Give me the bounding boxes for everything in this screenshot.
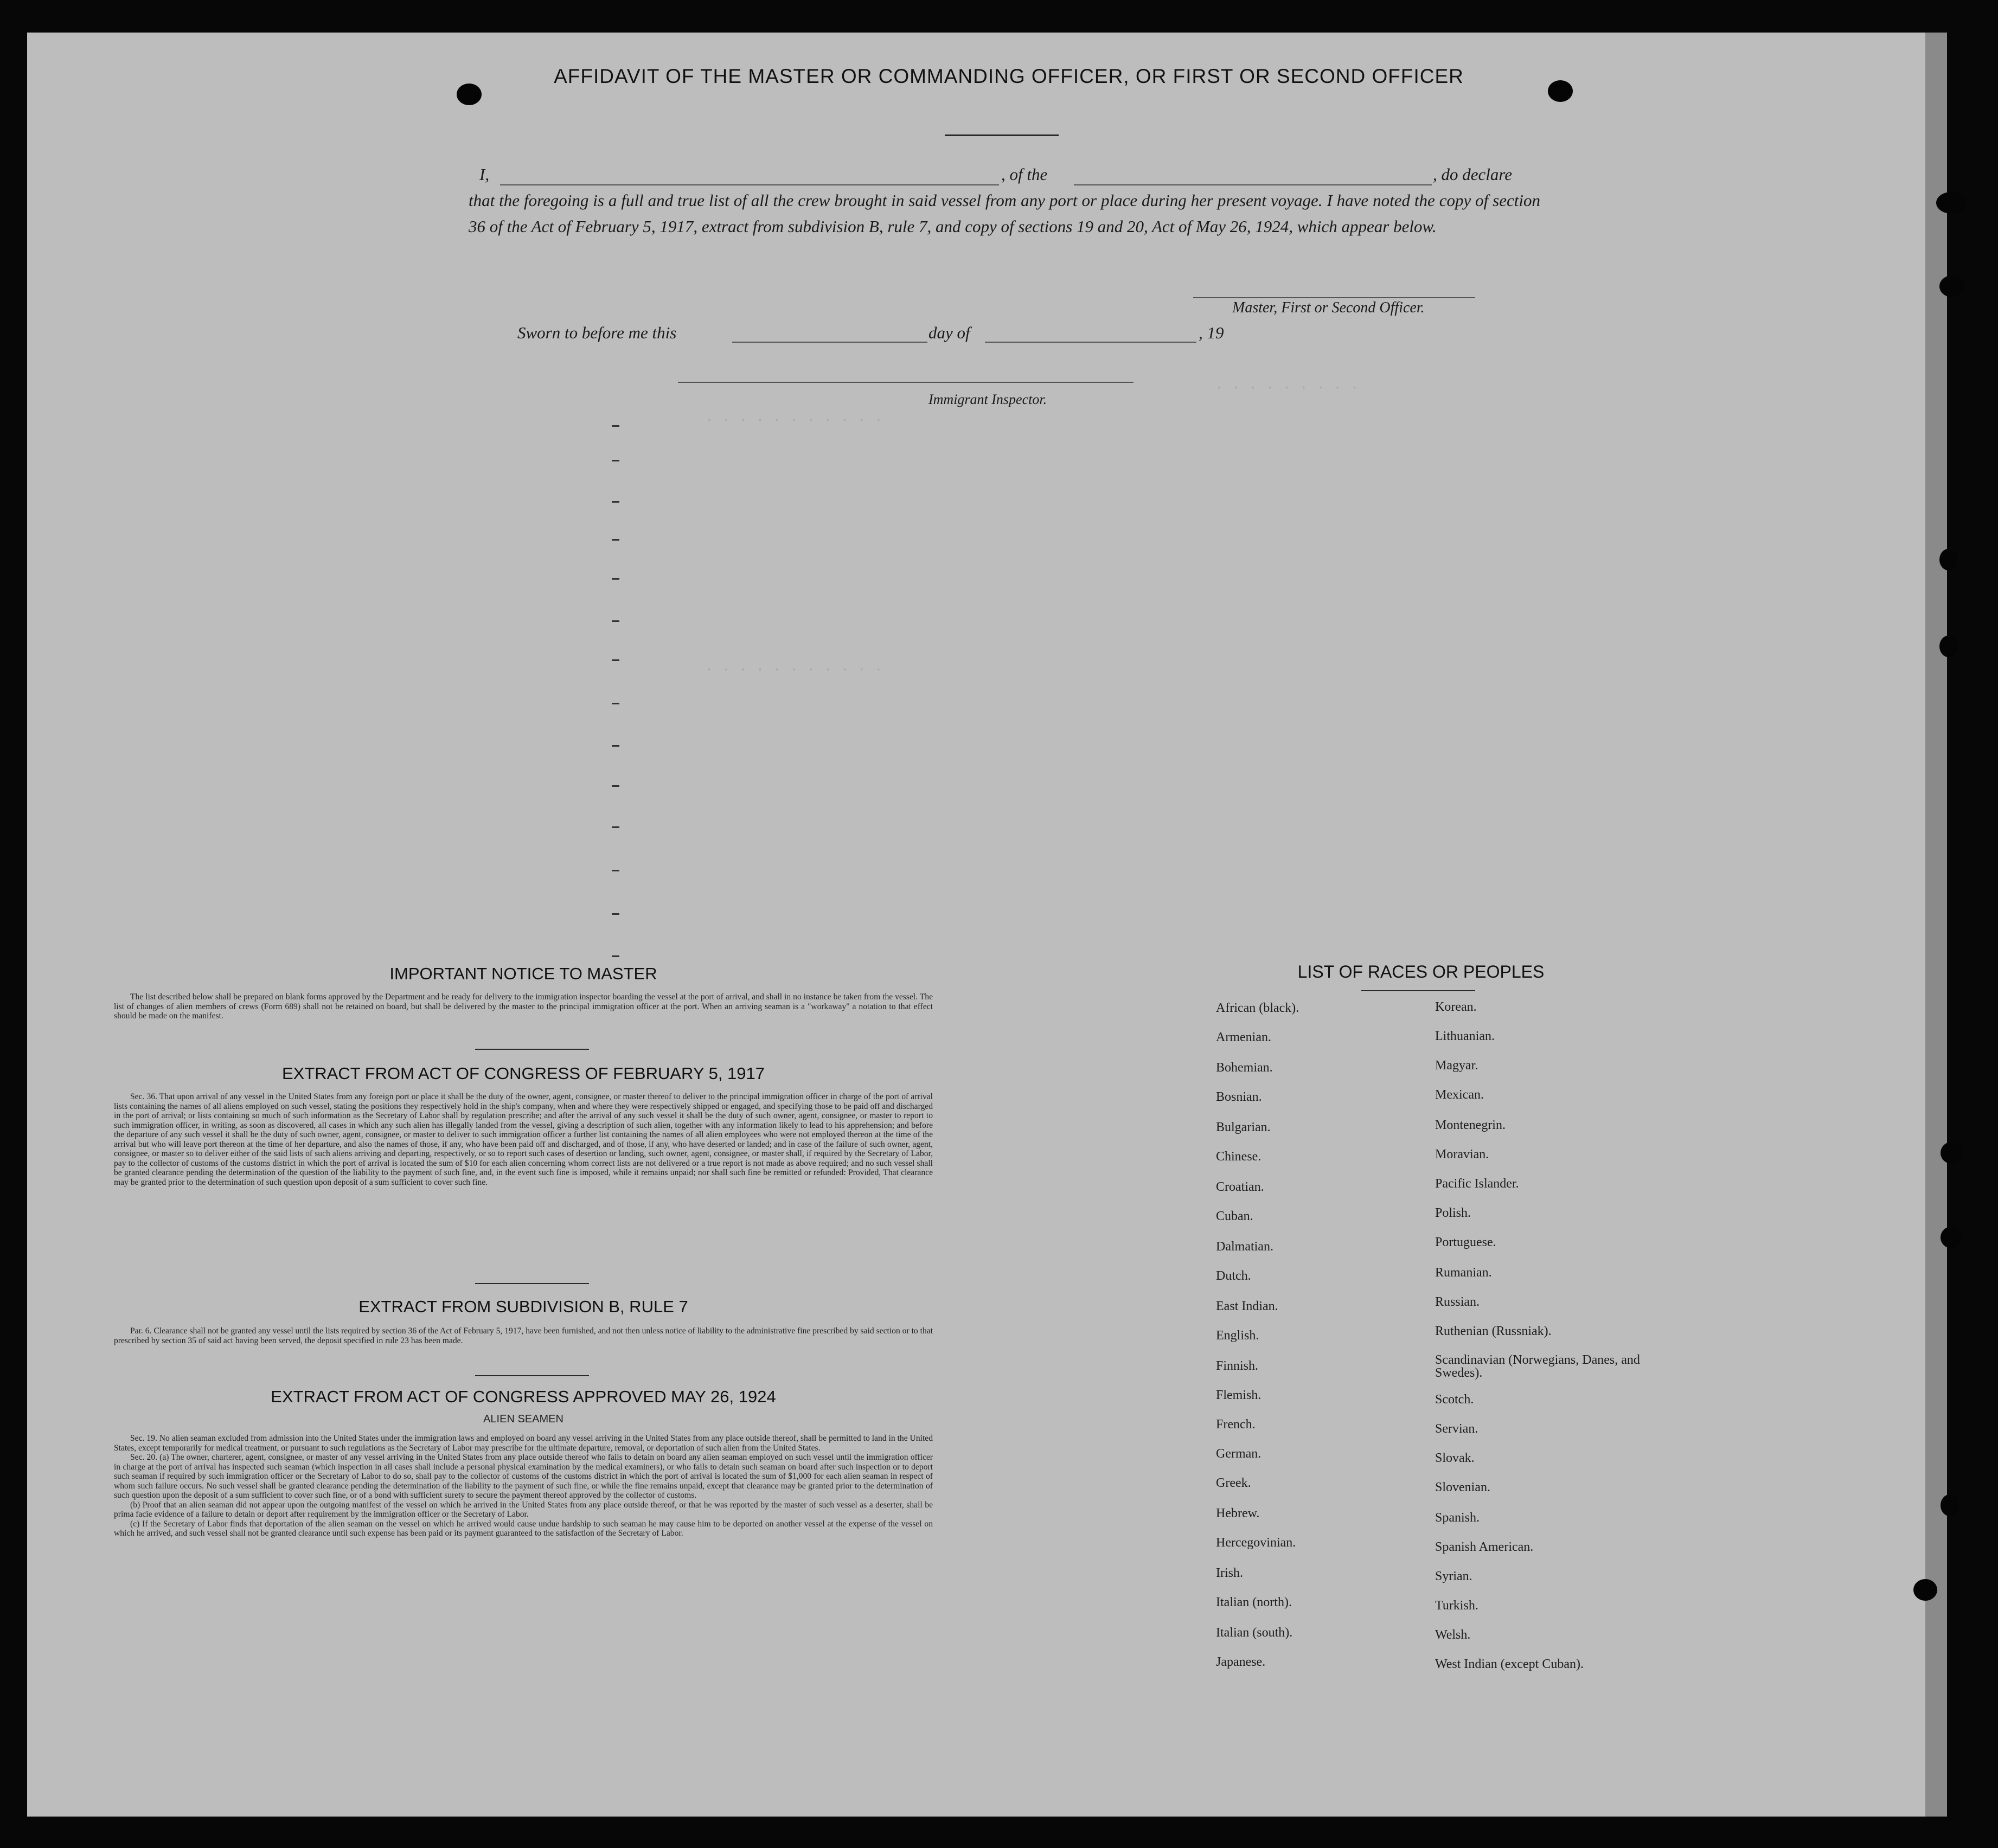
- race-item: Chinese.: [1216, 1150, 1261, 1164]
- extract-rule7-title: EXTRACT FROM SUBDIVISION B, RULE 7: [358, 1297, 688, 1316]
- punch-hole: [1548, 80, 1573, 102]
- race-item: Korean.: [1435, 1000, 1477, 1014]
- race-item: Finnish.: [1216, 1359, 1259, 1373]
- race-item: Slovenian.: [1435, 1480, 1490, 1494]
- race-item: Turkish.: [1435, 1599, 1478, 1613]
- race-item: Japanese.: [1216, 1655, 1266, 1669]
- race-item: Ruthenian (Russniak).: [1435, 1324, 1552, 1338]
- name-line: [500, 184, 999, 185]
- section-divider: [475, 1375, 589, 1376]
- race-item: Bosnian.: [1216, 1090, 1262, 1104]
- affidavit-declare: , do declare: [1433, 165, 1513, 184]
- blank-row-dash: [612, 460, 619, 461]
- inspector-label: Immigrant Inspector.: [928, 392, 1047, 407]
- race-item: Welsh.: [1435, 1628, 1471, 1642]
- race-item: Portuguese.: [1435, 1235, 1496, 1249]
- race-item: African (black).: [1216, 1001, 1299, 1015]
- race-item: Scotch.: [1435, 1393, 1474, 1407]
- blank-row-dash: [612, 913, 619, 915]
- master-signature-line: [1193, 297, 1475, 298]
- punch-hole: [1939, 636, 1958, 657]
- race-item: English.: [1216, 1329, 1259, 1343]
- race-item: Bulgarian.: [1216, 1120, 1271, 1134]
- sec20b-paragraph: (b) Proof that an alien seaman did not appear upon the outgoing manifest of the vessel on which he arrived in the United States from any place outside thereof, or that he was reported by the master of such vessel as a deserter, shall be prima facie evidence of a failure to detain or deport after requirement by the immigration officer or the Secretary of Labor.: [114, 1500, 933, 1519]
- race-item: Cuban.: [1216, 1209, 1253, 1223]
- race-item: Magyar.: [1435, 1058, 1478, 1073]
- blank-row-dash: [612, 703, 619, 704]
- blank-row-dash: [612, 745, 619, 747]
- race-item: Croatian.: [1216, 1180, 1264, 1194]
- blank-row-dash: [612, 425, 619, 427]
- race-item: Montenegrin.: [1435, 1118, 1506, 1132]
- section-divider: [475, 1283, 589, 1284]
- punch-hole: [1941, 1142, 1962, 1164]
- blank-row-dash: [612, 659, 619, 661]
- race-item: German.: [1216, 1447, 1261, 1461]
- race-item: Spanish.: [1435, 1511, 1480, 1525]
- blank-row-dash: [612, 785, 619, 787]
- race-item: Irish.: [1216, 1566, 1243, 1580]
- race-item: Lithuanian.: [1435, 1029, 1495, 1043]
- sec20c-paragraph: (c) If the Secretary of Labor finds that deportation of the alien seaman on the vessel on which he arrived would cause undue hardship to such seaman he may cause him to be deported on another vessel at the expense of the vessel on which he arrived, and such vessel shall not be granted clearance until such expense has been paid or its payment guaranteed to the satisfaction of the Secretary of Labor.: [114, 1519, 933, 1538]
- alien-seamen-heading: ALIEN SEAMEN: [483, 1413, 563, 1425]
- title-underline: [945, 134, 1059, 136]
- race-item: Flemish.: [1216, 1388, 1261, 1402]
- punch-hole: [1941, 1494, 1959, 1516]
- notice-title: IMPORTANT NOTICE TO MASTER: [389, 964, 657, 983]
- race-item: Rumanian.: [1435, 1266, 1492, 1280]
- punch-hole: [1939, 275, 1964, 297]
- race-item: Syrian.: [1435, 1569, 1472, 1583]
- race-item: Dutch.: [1216, 1269, 1251, 1283]
- blank-row-dash: [612, 870, 619, 871]
- section-divider: [475, 1049, 589, 1050]
- race-item: Hercegovinian.: [1216, 1536, 1296, 1550]
- year-label: , 19: [1199, 323, 1224, 342]
- race-item: Mexican.: [1435, 1088, 1484, 1102]
- race-item: Slovak.: [1435, 1451, 1475, 1465]
- punch-hole: [1913, 1579, 1937, 1601]
- race-item: Scandinavian (Norwegians, Danes, and Swedes).: [1435, 1353, 1640, 1380]
- blank-row-dash: [612, 620, 619, 622]
- race-item: East Indian.: [1216, 1299, 1278, 1313]
- races-title-underline: [1361, 990, 1475, 991]
- sworn-day-line: [732, 342, 927, 343]
- sec19-paragraph: Sec. 19. No alien seaman excluded from admission into the United States under the immigration laws and employed on board any vessel arriving in the United States from any place outside thereof, shall be permitted to land in the United States, except temporarily for medical treatment, or pursuant to such regulations as the Secretary of Labor may prescribe for the ultimate departure, removal, or deportation of such alien from the United States.: [114, 1434, 933, 1453]
- punch-hole: [1936, 192, 1967, 214]
- race-item: Pacific Islander.: [1435, 1177, 1519, 1191]
- notice-text: [114, 992, 933, 1021]
- race-item: Greek.: [1216, 1476, 1251, 1490]
- race-item: Italian (south).: [1216, 1626, 1293, 1640]
- document-page: [27, 33, 1943, 1817]
- blank-row-dash: [612, 539, 619, 541]
- extract-rule7-paragraph: Par. 6. Clearance shall not be granted any vessel until the lists required by section 36 of the Act of February 5, 1917, have been furnished, and not then unless notice of liability to the administrative fine prescribed by said section or to that prescribed by section 35 of said act having been served, the deposit specified in rule 23 has been made.: [114, 1326, 933, 1345]
- race-item: Russian.: [1435, 1295, 1480, 1309]
- affidavit-body: that the foregoing is a full and true list of all the crew brought in said vessel from any port or place during her present voyage. I have noted the copy of section 36 of the Act of February 5, 1917, extract from subdivision B, rule 7, and copy of sections 19 and 20, Act of May 26, 1924, which appear below.: [469, 191, 1540, 236]
- extract-1917-title: EXTRACT FROM ACT OF CONGRESS OF FEBRUARY 5, 1917: [281, 1064, 765, 1083]
- affidavit-of-the: , of the: [1001, 165, 1048, 184]
- notice-paragraph: The list described below shall be prepared on blank forms approved by the Department and be ready for delivery to the immigration inspector boarding the vessel at the port of arrival, and shall in no instance be taken from the vessel. The list of changes of alien members of crews (Form 689) shall not be retained on board, but shall be delivered by the master to the principal immigration officer at the port. When an arriving seaman is a "workaway" a notation to that effect should be made on the manifest.: [114, 992, 933, 1021]
- race-item: French.: [1216, 1417, 1256, 1432]
- vessel-line: [1074, 184, 1432, 185]
- affidavit-title: AFFIDAVIT OF THE MASTER OR COMMANDING OFFICER, OR FIRST OR SECOND OFFICER: [554, 65, 1464, 87]
- extract-1924-title: EXTRACT FROM ACT OF CONGRESS APPROVED MAY 26, 1924: [271, 1387, 776, 1406]
- month-line: [985, 342, 1196, 343]
- sec20a-paragraph: Sec. 20. (a) The owner, charterer, agent, consignee, or master of any vessel arriving in the United States from any place outside thereof who fails to detain on board any alien seaman employed on such vessel until the immigration officer in charge at the port of arrival has inspected such seaman (which inspection in all cases shall include a personal physical examination by the medical examiners), or who fails to detain such seaman on board after such inspection or to deport such seaman if required by such immigration officer or the Secretary of Labor to do so, shall pay to the collector of customs of the customs district in which the port of arrival is located the sum of $1,000 for each alien seaman in respect of whom such failure occurs. No such vessel shall be granted clearance pending the determination of the liability to the payment of such fine, or while the fine remains unpaid, except that clearance may be granted prior to the determination of such question upon the deposit of a sum sufficient to cover such fine, or of a bond with sufficient surety to secure the payment thereof approved by the collector of customs.: [114, 1453, 933, 1500]
- race-item: Moravian.: [1435, 1147, 1489, 1162]
- race-item: Italian (north).: [1216, 1595, 1292, 1609]
- affidavit-i: I,: [479, 165, 490, 184]
- blank-row-dash: [612, 955, 619, 957]
- race-item: Bohemian.: [1216, 1061, 1273, 1075]
- race-item: Hebrew.: [1216, 1506, 1260, 1520]
- page-edge-shadow: [1925, 33, 1947, 1817]
- inspector-signature-line: [678, 382, 1134, 383]
- blank-row-dash: [612, 826, 619, 828]
- blank-row-dash: [612, 501, 619, 503]
- master-label: Master, First or Second Officer.: [1232, 299, 1425, 316]
- race-item: Spanish American.: [1435, 1540, 1534, 1554]
- race-item: Servian.: [1435, 1422, 1478, 1436]
- race-item: West Indian (except Cuban).: [1435, 1657, 1584, 1671]
- race-item: Dalmatian.: [1216, 1240, 1273, 1254]
- extract-1924-text: [114, 1434, 933, 1538]
- extract-1917-paragraph: Sec. 36. That upon arrival of any vessel in the United States from any foreign port or place it shall be the duty of the owner, agent, consignee, or master thereof to deliver to the principal immigration officer in charge of the port of arrival lists containing the names of all aliens employed on such vessel, stating the positions they respectively hold in the ship's company, when and where they were respectively shipped or engaged, and specifying those to be paid off and discharged in the port of arrival; or lists containing so much of such information as the Secretary of Labor shall by regulation prescribe; and after the arrival of any such vessel it shall be the duty of such owner, agent, consignee, or master to report to such immigration officer, in writing, as soon as discovered, all cases in which any such alien has illegally landed from the vessel, giving a description of such alien, together with any information likely to lead to his apprehension; and before the departure of any such vessel it shall be the duty of such owner, agent, consignee, or master to deliver to such immigration officer a further list containing the names of all alien employees who were not employed thereon at the time of the arrival but who will leave port thereon at the time of her departure, and also the names of those, if any, who have been paid off and discharged, and of those, if any, who have deserted or landed; and in case of the failure of such owner, agent, consignee, or master so to deliver either of the said lists of such aliens arriving and departing, respectively, or so to report such cases of desertion or landing, such owner, agent, consignee, or master shall, if required by the Secretary of Labor, pay to the collector of customs of the customs district in which the port of arrival is located the sum of $10 for each alien concerning whom correct lists are not delivered or a true report is not made as above required; and no such vessel shall be granted clearance pending the determination of the question of the liability to the payment of such fine, and, in the event such fine is imposed, while it remains unpaid; nor shall such fine be remitted or refunded: Provided, That clearance may be granted prior to the determination of such question upon deposit of a sum sufficient to cover such fine.: [114, 1092, 933, 1187]
- extract-1917-text: [114, 1092, 933, 1187]
- day-of-label: day of: [928, 323, 970, 342]
- extract-rule7-text: [114, 1326, 933, 1345]
- race-item: Polish.: [1435, 1206, 1471, 1220]
- races-title: LIST OF RACES OR PEOPLES: [1297, 962, 1545, 981]
- blank-row-dash: [612, 578, 619, 580]
- race-item: Armenian.: [1216, 1030, 1271, 1044]
- punch-hole: [1941, 1227, 1962, 1248]
- punch-hole: [1939, 549, 1958, 570]
- sworn-label: Sworn to before me this: [517, 323, 677, 342]
